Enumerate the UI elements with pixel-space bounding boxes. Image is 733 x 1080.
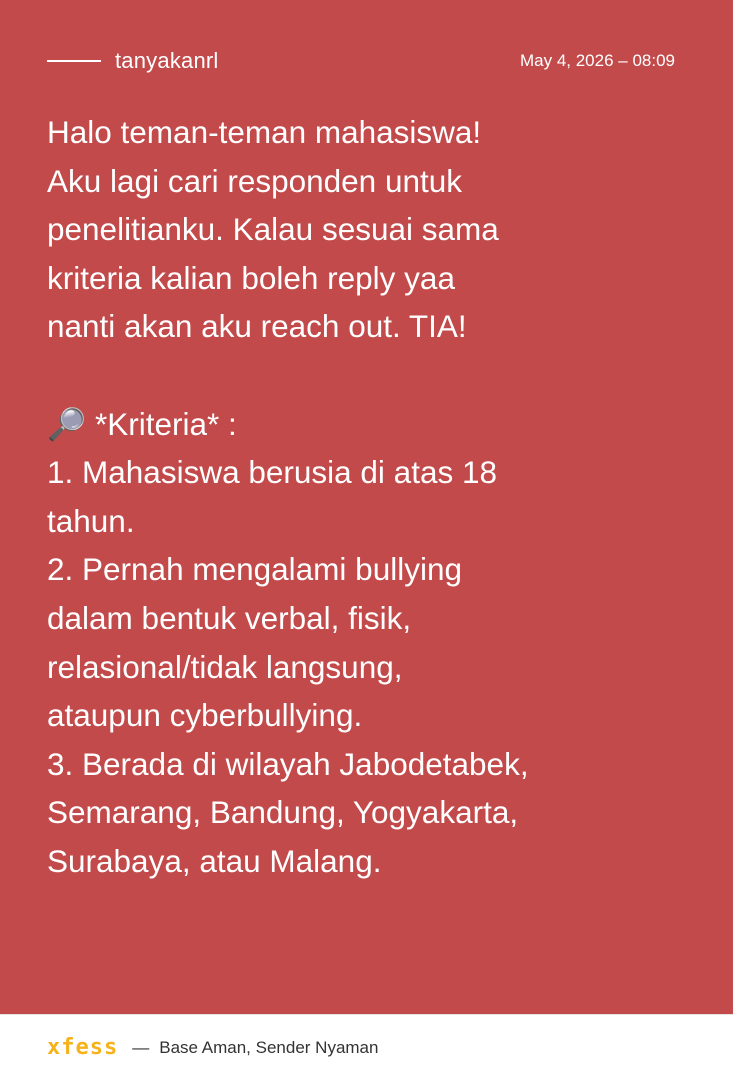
post-timestamp: May 4, 2026 – 08:09 xyxy=(519,51,675,70)
author-block xyxy=(47,48,219,74)
footer-bar xyxy=(0,1014,733,1080)
post-body: Halo teman-teman mahasiswa! Aku lagi cari responden untuk penelitianku. Kalau sesuai sama kriteria kalian boleh reply yaa nanti akan aku reach out. TIA! 🔎 *Kriteria* : 1. Mahasiswa berusia di atas 18 tahun. 2. Pernah mengalami bullying dalam bentuk verbal, fisik, relasional/tidak langsung, ataupun cyberbullying. 3. Berada di wilayah Jabodetabek, Semarang, Bandung, Yogyakarta, Surabaya, atau Malang. xyxy=(47,114,529,879)
brand-logo: xfess xyxy=(47,1035,119,1060)
post-header xyxy=(47,44,675,78)
footer-tagline: Base Aman, Sender Nyaman xyxy=(159,1037,379,1057)
footer-separator: — xyxy=(132,1037,150,1057)
username: tanyakanrl xyxy=(115,48,219,73)
header-divider xyxy=(47,60,101,62)
